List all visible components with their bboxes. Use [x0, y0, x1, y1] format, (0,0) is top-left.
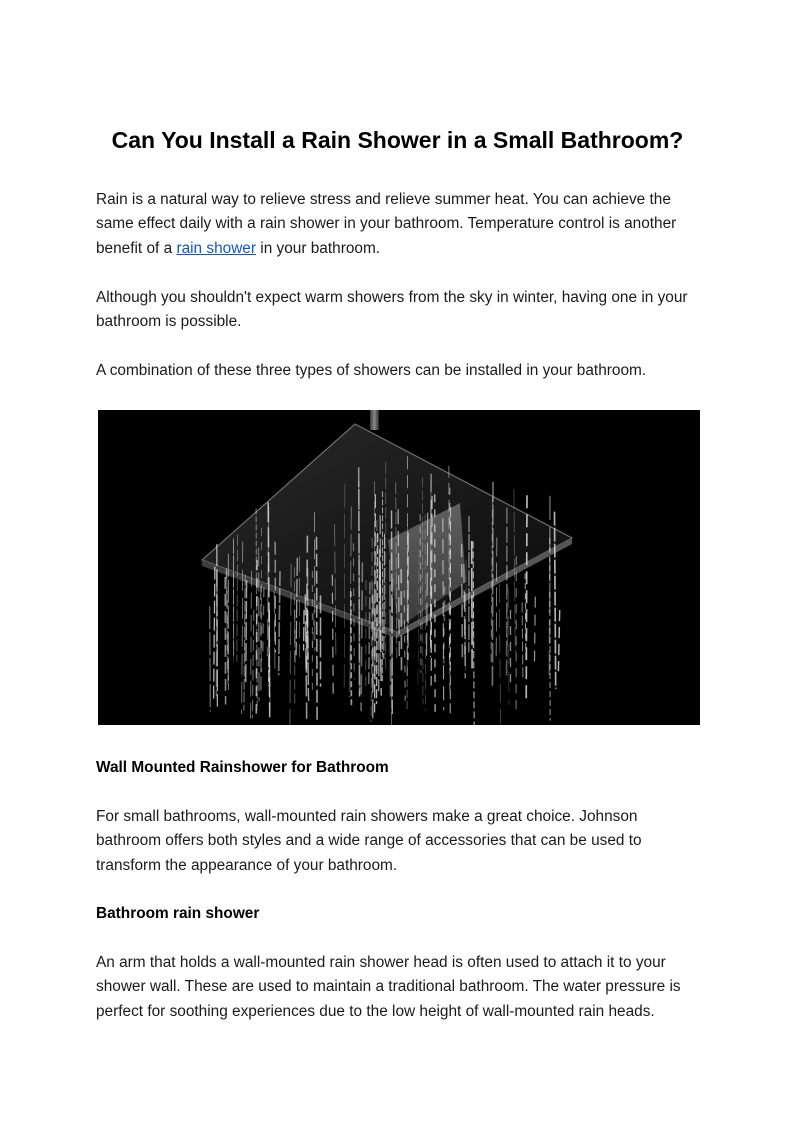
- water-stream: [317, 537, 318, 723]
- water-stream: [526, 495, 527, 703]
- paragraph-warm-showers: Although you shouldn't expect warm showers from the sky in winter, having one in your bathroom is possible.: [96, 289, 688, 331]
- rain-shower-illustration: [98, 410, 700, 725]
- shower-arm-pipe: [370, 410, 379, 430]
- water-stream: [384, 534, 385, 659]
- water-stream: [359, 467, 360, 696]
- paragraph-three-types: A combination of these three types of showers can be installed in your bathroom.: [96, 362, 647, 379]
- water-stream: [214, 567, 215, 700]
- water-stream: [390, 560, 391, 697]
- water-stream: [246, 580, 247, 684]
- rain-shower-link[interactable]: rain shower: [176, 239, 256, 257]
- water-stream: [252, 610, 253, 718]
- water-stream: [256, 560, 257, 713]
- water-stream: [472, 603, 473, 653]
- water-stream: [535, 597, 536, 662]
- water-stream: [226, 568, 227, 678]
- water-stream: [492, 482, 493, 688]
- intro-paragraph: [96, 188, 701, 261]
- intro-text-before: Rain is a natural way to relieve stress and relieve summer heat. You can achieve the same effect daily with a rain shower in your bathroom. Temperature control is another benefit of a: [96, 191, 677, 257]
- water-stream: [263, 587, 264, 658]
- water-stream: [379, 549, 380, 691]
- water-stream: [558, 610, 559, 671]
- section-body-bathroom-rain-shower: An arm that holds a wall-mounted rain shower head is often used to attach it to your shower wall. These are used to maintain a traditional bathroom. The water pressure is perfect for soothing experiences due to the low height of wall-mounted rain heads.: [96, 954, 681, 1020]
- water-stream: [313, 610, 314, 651]
- section-heading-bathroom-rain-shower: Bathroom rain shower: [96, 905, 260, 922]
- section-body-wall-mounted: For small bathrooms, wall-mounted rain showers make a great choice. Johnson bathroom offers both styles and a wide range of accessories that can be used to transform the appearance of your bathroom.: [96, 808, 642, 874]
- page-title: Can You Install a Rain Shower in a Small Bathroom?: [111, 127, 684, 153]
- rain-shower-head-photo: [98, 410, 700, 725]
- intro-text-after: in your bathroom.: [256, 239, 381, 257]
- section-heading-wall-mounted: Wall Mounted Rainshower for Bathroom: [96, 759, 389, 776]
- water-stream: [522, 603, 523, 681]
- water-stream: [244, 575, 245, 711]
- water-stream: [251, 571, 252, 725]
- water-stream: [499, 584, 500, 724]
